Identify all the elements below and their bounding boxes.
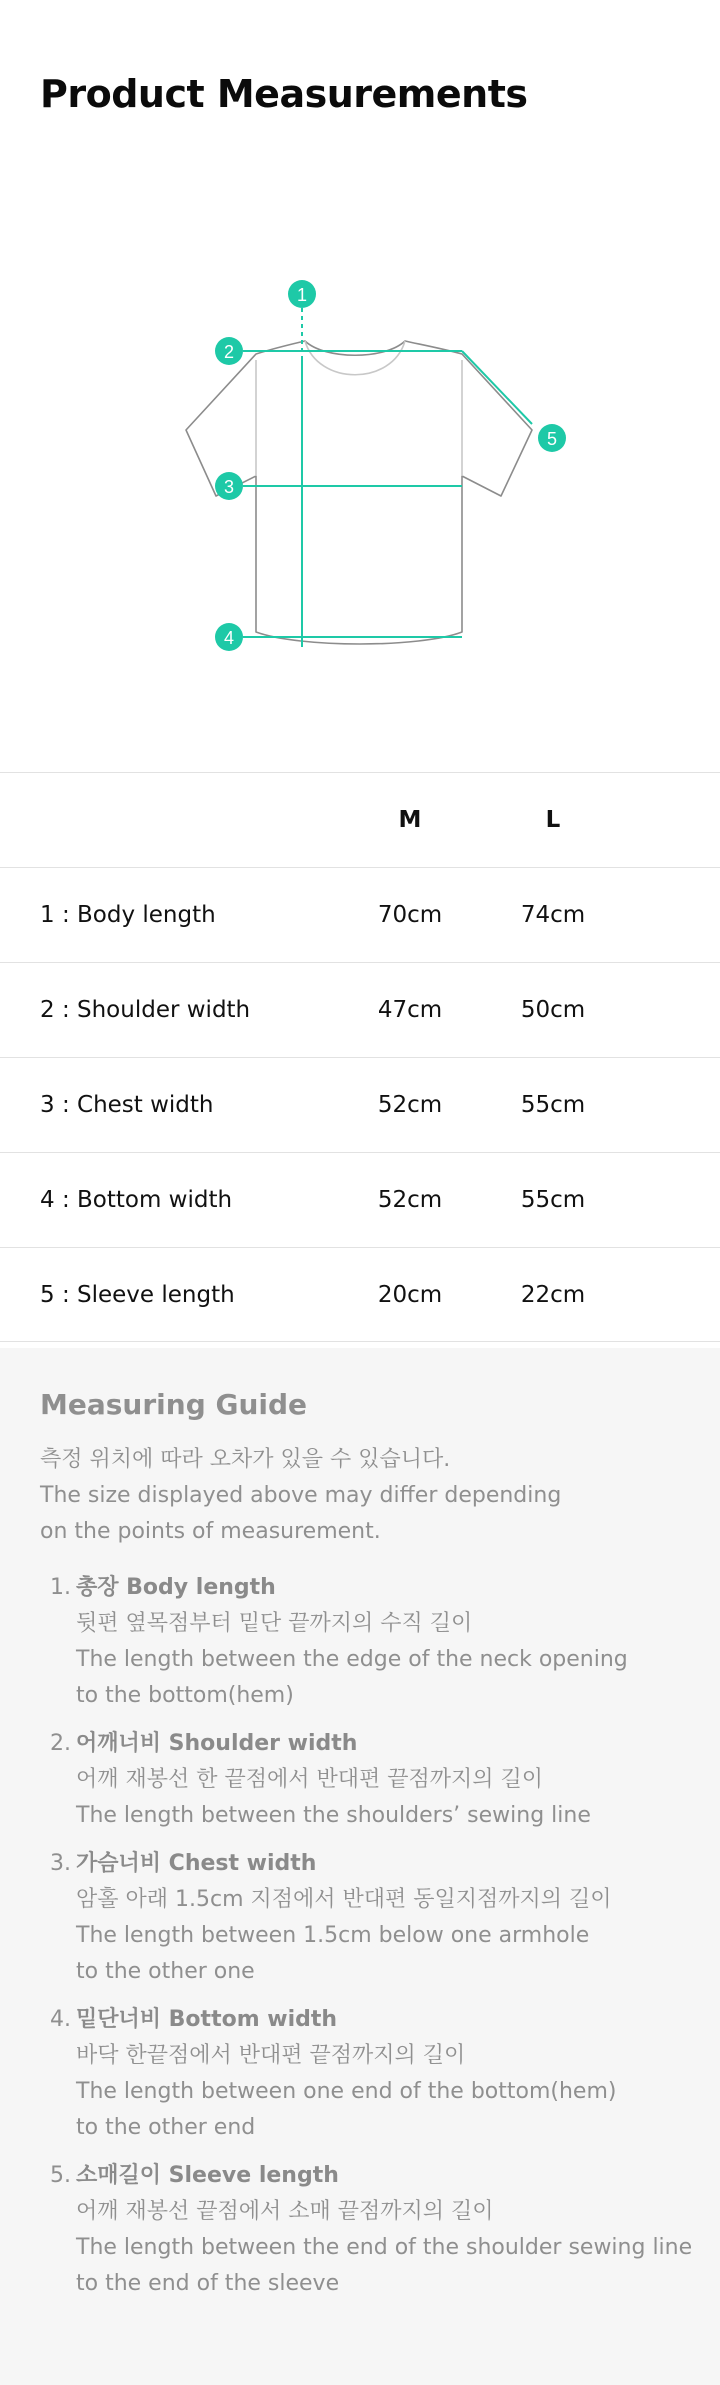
guide-intro-line: The size displayed above may differ depending (40, 1483, 562, 1508)
svg-text:3: 3 (223, 477, 235, 497)
row-value-l: 55cm (520, 1187, 586, 1213)
list-item (40, 1726, 700, 1834)
header-size-m: M (398, 807, 422, 833)
item-name: 총장 Body length (76, 1575, 276, 1600)
row-label: 2 : Shoulder width (40, 997, 251, 1023)
item-name: 가슴너비 Chest width (76, 1851, 317, 1876)
item-line: to the bottom(hem) (76, 1683, 294, 1708)
item-number: 5. (50, 2163, 71, 2188)
page-title: Product Measurements (40, 72, 528, 116)
row-value-m: 70cm (377, 902, 443, 928)
table-row (0, 962, 720, 1057)
item-line: The length between the end of the shoulder sewing line (76, 2235, 693, 2260)
guide-intro-line: on the points of measurement. (40, 1519, 381, 1544)
size-table (0, 772, 720, 1342)
item-name: 소매길이 Sleeve length (76, 2163, 339, 2188)
item-line: 바닥 한끝점에서 반대편 끝점까지의 길이 (76, 2043, 466, 2068)
svg-text:1: 1 (296, 285, 308, 305)
tshirt-measurement-diagram (0, 250, 720, 680)
row-label: 1 : Body length (40, 902, 216, 928)
row-value-m: 47cm (377, 997, 443, 1023)
svg-text:5: 5 (546, 429, 558, 449)
marker-1 (288, 280, 316, 308)
measurement-lines (243, 300, 532, 647)
marker-2 (215, 337, 243, 365)
item-name: 어깨너비 Shoulder width (76, 1731, 358, 1756)
svg-text:2: 2 (223, 342, 235, 362)
row-value-m: 52cm (377, 1092, 443, 1118)
item-line: 어깨 재봉선 끝점에서 소매 끝점까지의 길이 (76, 2199, 494, 2224)
item-line: The length between one end of the bottom(hem) (76, 2079, 617, 2104)
row-label: 3 : Chest width (40, 1092, 214, 1118)
row-value-l: 55cm (520, 1092, 586, 1118)
row-label: 4 : Bottom width (40, 1187, 233, 1213)
measuring-guide (0, 1348, 720, 2385)
guide-list (40, 1570, 700, 2314)
row-value-l: 50cm (520, 997, 586, 1023)
marker-3 (215, 472, 243, 500)
table-row (0, 867, 720, 962)
item-number: 1. (50, 1575, 71, 1600)
table-header-row (0, 772, 720, 867)
list-item (40, 2158, 700, 2302)
list-item (40, 1570, 700, 1714)
row-value-m: 52cm (377, 1187, 443, 1213)
item-line: The length between 1.5cm below one armhole (76, 1923, 590, 1948)
item-line: 어깨 재봉선 한 끝점에서 반대편 끝점까지의 길이 (76, 1767, 544, 1792)
row-value-l: 22cm (520, 1281, 586, 1308)
item-name: 밑단너비 Bottom width (76, 2007, 338, 2032)
item-line: to the other one (76, 1959, 255, 1984)
table-row (0, 1152, 720, 1247)
item-line: The length between the shoulders’ sewing line (76, 1803, 591, 1828)
marker-4 (215, 623, 243, 651)
list-item (40, 2002, 700, 2146)
item-number: 4. (50, 2007, 71, 2032)
list-item (40, 1846, 700, 1990)
row-value-l: 74cm (520, 902, 586, 928)
row-label: 5 : Sleeve length (40, 1281, 235, 1308)
item-number: 3. (50, 1851, 71, 1876)
item-line: to the other end (76, 2115, 256, 2140)
table-row (0, 1057, 720, 1152)
marker-5 (538, 424, 566, 452)
sleeve-length-line (462, 351, 532, 424)
guide-title: Measuring Guide (40, 1388, 308, 1421)
item-line: 암홀 아래 1.5cm 지점에서 반대편 동일지점까지의 길이 (76, 1887, 612, 1912)
item-line: to the end of the sleeve (76, 2271, 340, 2296)
table-row (0, 1247, 720, 1342)
guide-intro-line: 측정 위치에 따라 오차가 있을 수 있습니다. (40, 1447, 451, 1472)
item-line: The length between the edge of the neck opening (76, 1647, 628, 1672)
item-line: 뒷편 옆목점부터 밑단 끝까지의 수직 길이 (76, 1611, 473, 1636)
item-number: 2. (50, 1731, 71, 1756)
row-value-m: 20cm (377, 1281, 443, 1308)
svg-text:4: 4 (223, 628, 235, 648)
header-size-l: L (545, 807, 561, 833)
guide-intro (40, 1442, 561, 1550)
